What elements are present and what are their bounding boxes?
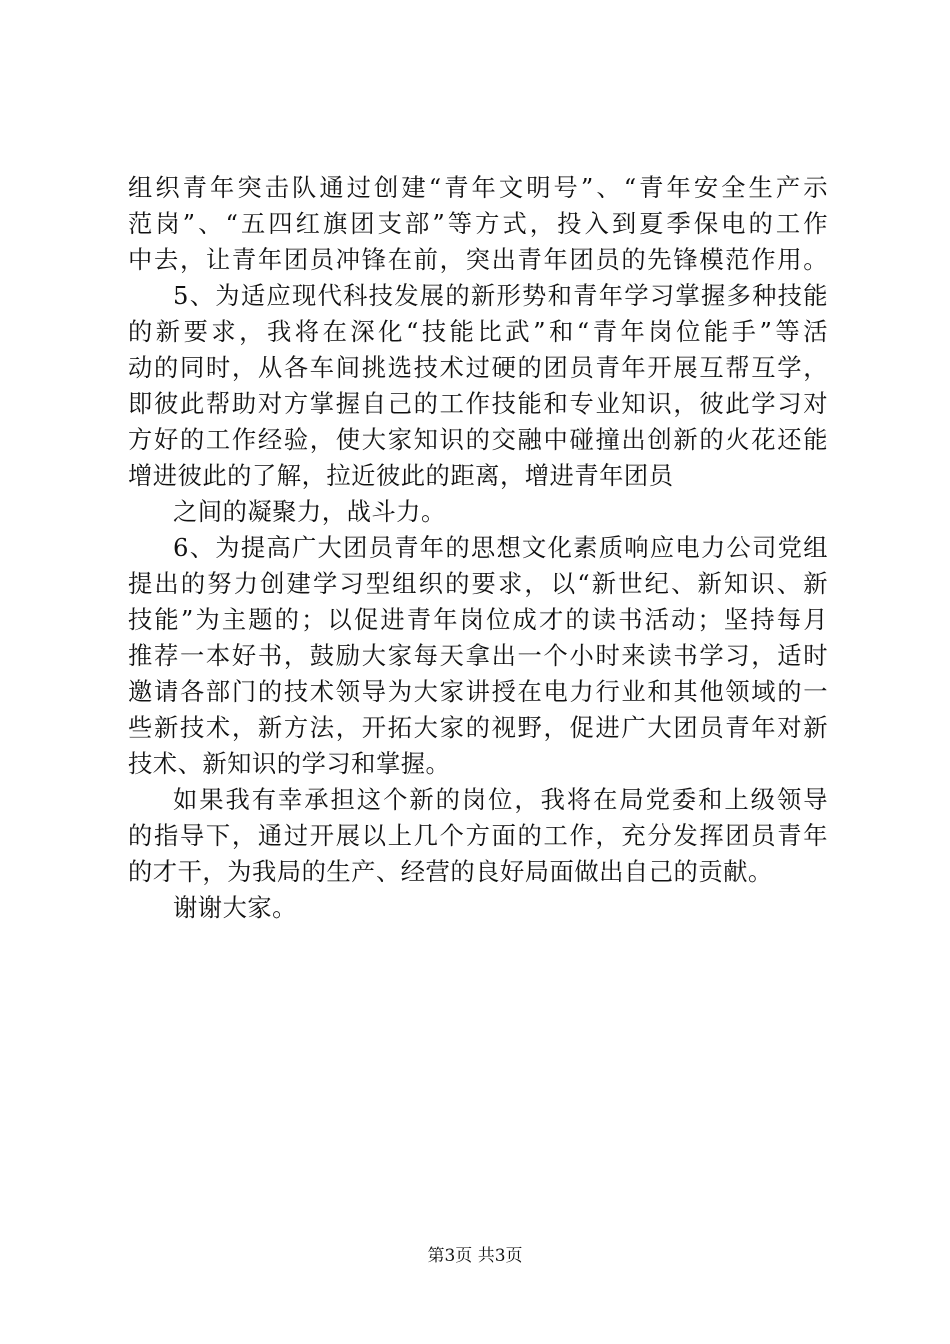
page-footer: 第3页 共3页 bbox=[427, 1246, 523, 1266]
text-line: 之间的凝聚力，战斗力。 bbox=[173, 497, 446, 526]
closing-paragraph-start: 如果我有幸承担这个新的岗位，我将在局党委和上级领导 bbox=[173, 785, 828, 814]
text-line: 中去，让青年团员冲锋在前，突出青年团员的先锋模范作用。 bbox=[128, 245, 828, 274]
text-line: 增进彼此的了解，拉近彼此的距离，增进青年团员 bbox=[128, 461, 674, 490]
text-line: 的新要求，我将在深化“技能比武”和“青年岗位能手”等活 bbox=[128, 317, 828, 346]
thanks-line: 谢谢大家。 bbox=[173, 893, 297, 922]
text-line: 提出的努力创建学习型组织的要求，以“新世纪、新知识、新 bbox=[128, 569, 828, 598]
text-line: 邀请各部门的技术领导为大家讲授在电力行业和其他领域的一 bbox=[128, 677, 828, 706]
document-body bbox=[128, 170, 828, 926]
text-line: 的指导下，通过开展以上几个方面的工作，充分发挥团员青年 bbox=[128, 821, 828, 850]
text-line: 范岗”、“五四红旗团支部”等方式，投入到夏季保电的工作 bbox=[128, 209, 828, 238]
text-line: 即彼此帮助对方掌握自己的工作技能和专业知识，彼此学习对 bbox=[128, 389, 828, 418]
text-line: 动的同时，从各车间挑选技术过硬的团员青年开展互帮互学， bbox=[128, 353, 828, 382]
text-line: 的才干，为我局的生产、经营的良好局面做出自己的贡献。 bbox=[128, 857, 773, 886]
text-line: 组织青年突击队通过创建“青年文明号”、“青年安全生产示 bbox=[128, 173, 828, 202]
text-line: 技术、新知识的学习和掌握。 bbox=[128, 749, 451, 778]
paragraph-5-start: 5、为适应现代科技发展的新形势和青年学习掌握多种技能 bbox=[173, 281, 828, 310]
paragraph-6-start: 6、为提高广大团员青年的思想文化素质响应电力公司党组 bbox=[173, 533, 828, 562]
text-line: 技能”为主题的；以促进青年岗位成才的读书活动；坚持每月 bbox=[128, 605, 828, 634]
text-line: 推荐一本好书，鼓励大家每天拿出一个小时来读书学习，适时 bbox=[128, 641, 828, 670]
text-line: 些新技术，新方法，开拓大家的视野，促进广大团员青年对新 bbox=[128, 713, 828, 742]
text-line: 方好的工作经验，使大家知识的交融中碰撞出创新的火花还能 bbox=[128, 425, 828, 454]
